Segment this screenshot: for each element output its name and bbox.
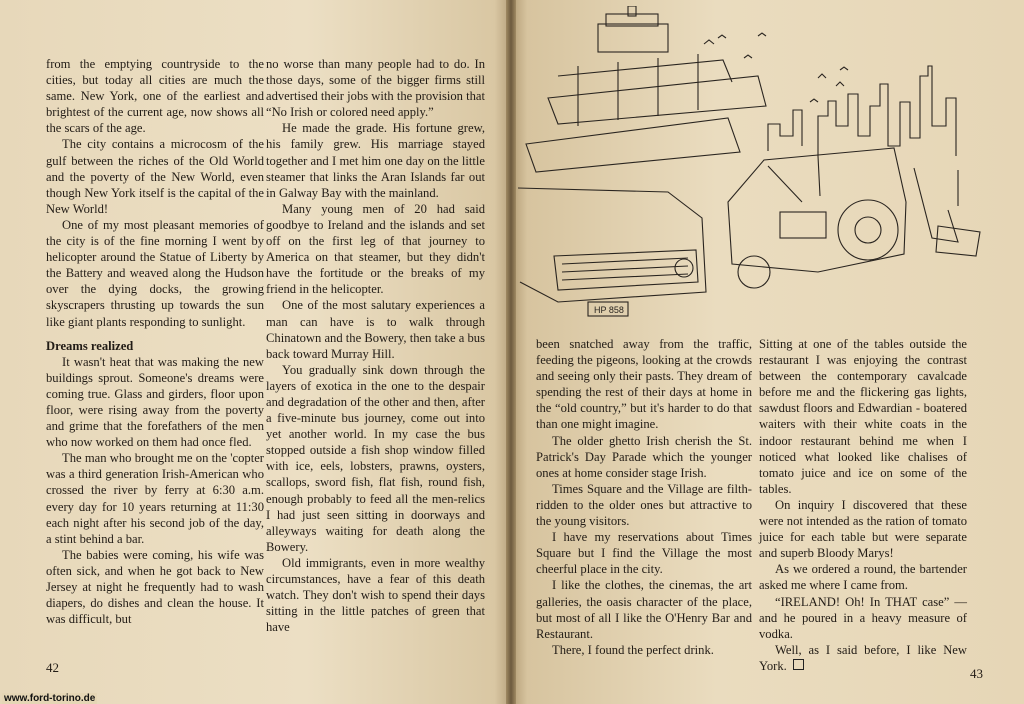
paragraph: As we ordered a round, the bartender asked me where I came from. [759, 562, 967, 593]
page-number: 43 [970, 666, 983, 681]
paragraph: Sitting at one of the tables outside the restaurant I was enjoying the contrast between the contemporary cavalcade before me and the flickering gas lights, sawdust floors and Edwardian - boatered waiters with their white coats in the indoor restaurant behind me when I noticed what looked like chalises of tomato juice and ice on some of the tables. [759, 337, 967, 496]
car-icon [518, 188, 706, 316]
paragraph: Many young men of 20 had said goodbye to Ireland and the islands and set off on the first leg of that journey to America on that steamer, but they didn't have the fortitude or the breaks of my friend in the helicopter. [266, 201, 485, 297]
paragraph: It wasn't heat that was making the new buildings sprout. Someone's dreams were coming true. Glass and girders, floor upon floor, were rising away from the poverty and grime that the forefathers of the men who now worked on them had once fled. [46, 354, 264, 450]
paragraph: You gradually sink down through the layers of exotica in the one to the despair and degradation of the other and then, after a five-minute bus journey, come out into yet another world. In my case the bus stopped outside a fish shop window filled with ice, eels, lobsters, prawns, oysters, scallops, sword fish, flat fish, round fish, enough probably to feed all the men-relics I had just seen sitting in doorways and alleyways waiting for death along the Bowery. [266, 362, 485, 554]
jeep-icon [728, 148, 980, 288]
paragraph: On inquiry I discovered that these were not intended as the ration of tomato juice for each table but were separate and superb Bloody Marys! [759, 497, 967, 561]
book-spine [506, 0, 516, 704]
closing-text: Well, as I said before, I like New York. [759, 642, 967, 673]
skyline-icon [768, 66, 956, 156]
paragraph: He made the grade. His fortune grew, his family grew. His marriage stayed together and I met him one day on the little steamer that links the Aran Islands far out in Galway Bay with the mainland. [266, 121, 485, 200]
paragraph: no worse than many people had to do. In those days, some of the bigger firms still advertised their jobs with the provision that “No Irish or colored need apply.” [266, 57, 485, 120]
paragraph: I have my reservations about Times Square but I find the Village the most cheerful place in the city. [536, 530, 752, 577]
section-heading: Dreams realized [46, 338, 134, 353]
paragraph: There, I found the perfect drink. [552, 642, 714, 657]
paragraph: One of the most salutary experiences a man can have is to walk through Chinatown and the Bowery, then take a bus back toward Murray Hill. [266, 298, 485, 361]
page-number: 42 [46, 660, 59, 675]
end-mark-icon [793, 659, 804, 670]
paragraph: The man who brought me on the 'copter was a third generation Irish-American who crossed the river by ferry at 6:30 a.m. every day for 10 years returning at 11:30 each night after his second job of the day, a stint behind a bar. [46, 451, 264, 546]
steamer-boat-icon [526, 6, 766, 172]
right-column-1 [536, 336, 752, 658]
paragraph: The city contains a microcosm of the gulf between the riches of the Old World and the poverty of the New World, even though New York itself is the capital of the New World! [46, 137, 264, 216]
street-scene-illustration [518, 6, 998, 342]
paragraph [759, 642, 967, 674]
left-page [0, 0, 510, 704]
paragraph: from the emptying countryside to the cities, but today all cities are much the same. New York, one of the earliest and brightest of the current age, now shows all the scars of the age. [46, 57, 264, 136]
paragraph: been snatched away from the traffic, feeding the pigeons, looking at the crowds and seeing only their pasts. They dream of spending the rest of their days at home in the “old country,” but it's harder to do that than one might imagine. [536, 337, 752, 432]
paragraph: I like the clothes, the cinemas, the art galleries, the oasis character of the place, but most of all I like the O'Henry Bar and Restaurant. [536, 578, 752, 641]
license-plate-text: HP 858 [594, 305, 624, 315]
left-column-2 [266, 56, 485, 635]
paragraph: The babies were coming, his wife was often sick, and when he got back to New Jersey at night he frequently had to wash diapers, do dishes and clean the house. It was difficult, but [46, 547, 264, 627]
paragraph: The older ghetto Irish cherish the St. Patrick's Day Parade which the younger ones at home consider stage Irish. [536, 433, 752, 480]
watermark: www.ford-torino.de [4, 693, 96, 704]
paragraph: One of my most pleasant memories of the city is of the fine morning I went by helicopter around the Statue of Liberty by the Battery and weaved along the Hudson over the dying docks, the growing skyscrapers thrusting up towards the sun like giant plants responding to sunlight. [46, 217, 264, 329]
right-column-2 [759, 336, 967, 674]
paragraph: Old immigrants, even in more wealthy circumstances, have a fear of this death watch. They don't wish to spend their days sitting in the little patches of green that have [266, 555, 485, 635]
left-column-1 [46, 56, 264, 627]
paragraph: Times Square and the Village are filth-ridden to the older ones but attractive to the young visitors. [536, 481, 752, 529]
paragraph: “IRELAND! Oh! In THAT case” —and he poured in a heavy measure of vodka. [759, 594, 967, 641]
